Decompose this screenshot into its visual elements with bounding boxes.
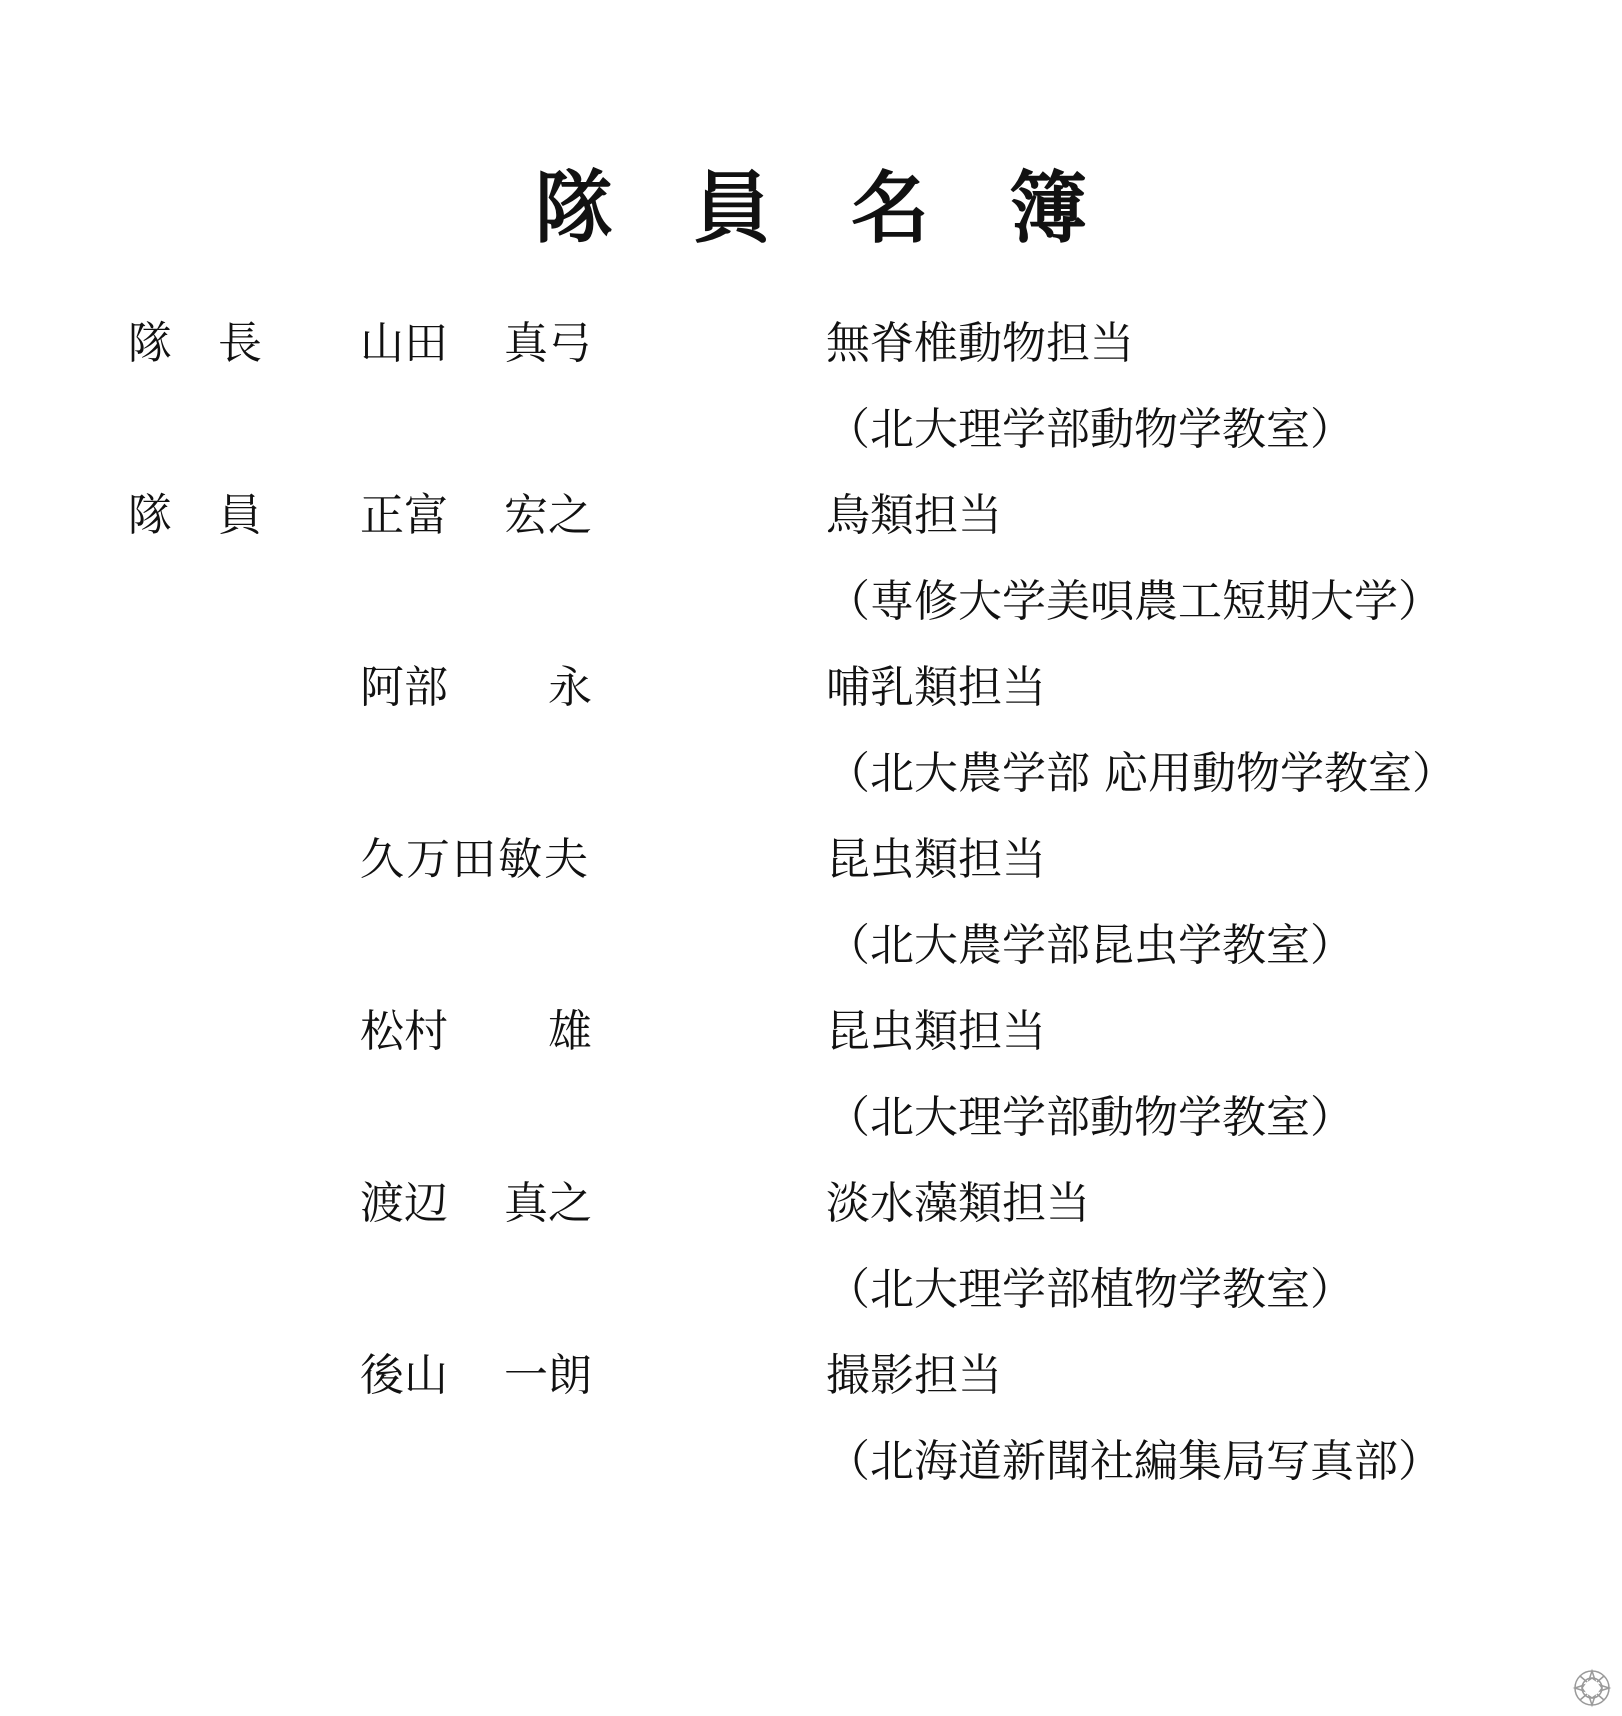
member-field: 撮影担当 [826, 1350, 1002, 1401]
member-row [0, 988, 1622, 1160]
member-field: 淡水藻類担当 [826, 1178, 1090, 1229]
member-affiliation: （北海道新聞社編集局写真部） [826, 1436, 1442, 1487]
member-role: 隊長 [128, 318, 308, 369]
member-role: 隊員 [128, 490, 308, 541]
member-row [0, 300, 1622, 472]
member-given-name: 永 [548, 662, 592, 713]
member-row [0, 816, 1622, 988]
library-seal-icon [1572, 1668, 1612, 1708]
member-given-name: 真之 [504, 1178, 592, 1229]
member-surname: 後山 [360, 1350, 448, 1401]
member-affiliation: （北大理学部動物学教室） [826, 404, 1354, 455]
member-affiliation: （北大理学部植物学教室） [826, 1264, 1354, 1315]
member-affiliation: （北大理学部動物学教室） [826, 1092, 1354, 1143]
member-field: 鳥類担当 [826, 490, 1002, 541]
member-list [0, 300, 1622, 1504]
member-surname: 渡辺 [360, 1178, 448, 1229]
page-title [0, 164, 1622, 255]
member-full-name: 久万田敏夫 [360, 834, 590, 885]
member-field: 無脊椎動物担当 [826, 318, 1134, 369]
member-row [0, 644, 1622, 816]
member-surname: 山田 [360, 318, 448, 369]
member-row [0, 1332, 1622, 1504]
member-field: 昆虫類担当 [826, 834, 1046, 885]
member-affiliation: （北大農学部昆虫学教室） [826, 920, 1354, 971]
title-char: 名 [851, 164, 930, 255]
member-affiliation: （北大農学部 応用動物学教室） [826, 748, 1456, 799]
member-row [0, 472, 1622, 644]
member-field: 昆虫類担当 [826, 1006, 1046, 1057]
member-given-name: 一朗 [504, 1350, 592, 1401]
member-row [0, 1160, 1622, 1332]
member-field: 哺乳類担当 [826, 662, 1046, 713]
title-char: 簿 [1009, 164, 1088, 255]
member-given-name: 宏之 [504, 490, 592, 541]
title-char: 員 [693, 164, 772, 255]
member-affiliation: （専修大学美唄農工短期大学） [826, 576, 1442, 627]
member-surname: 正富 [360, 490, 448, 541]
member-given-name: 真弓 [504, 318, 592, 369]
title-char: 隊 [535, 164, 614, 255]
member-given-name: 雄 [548, 1006, 592, 1057]
member-surname: 松村 [360, 1006, 448, 1057]
member-surname: 阿部 [360, 662, 448, 713]
